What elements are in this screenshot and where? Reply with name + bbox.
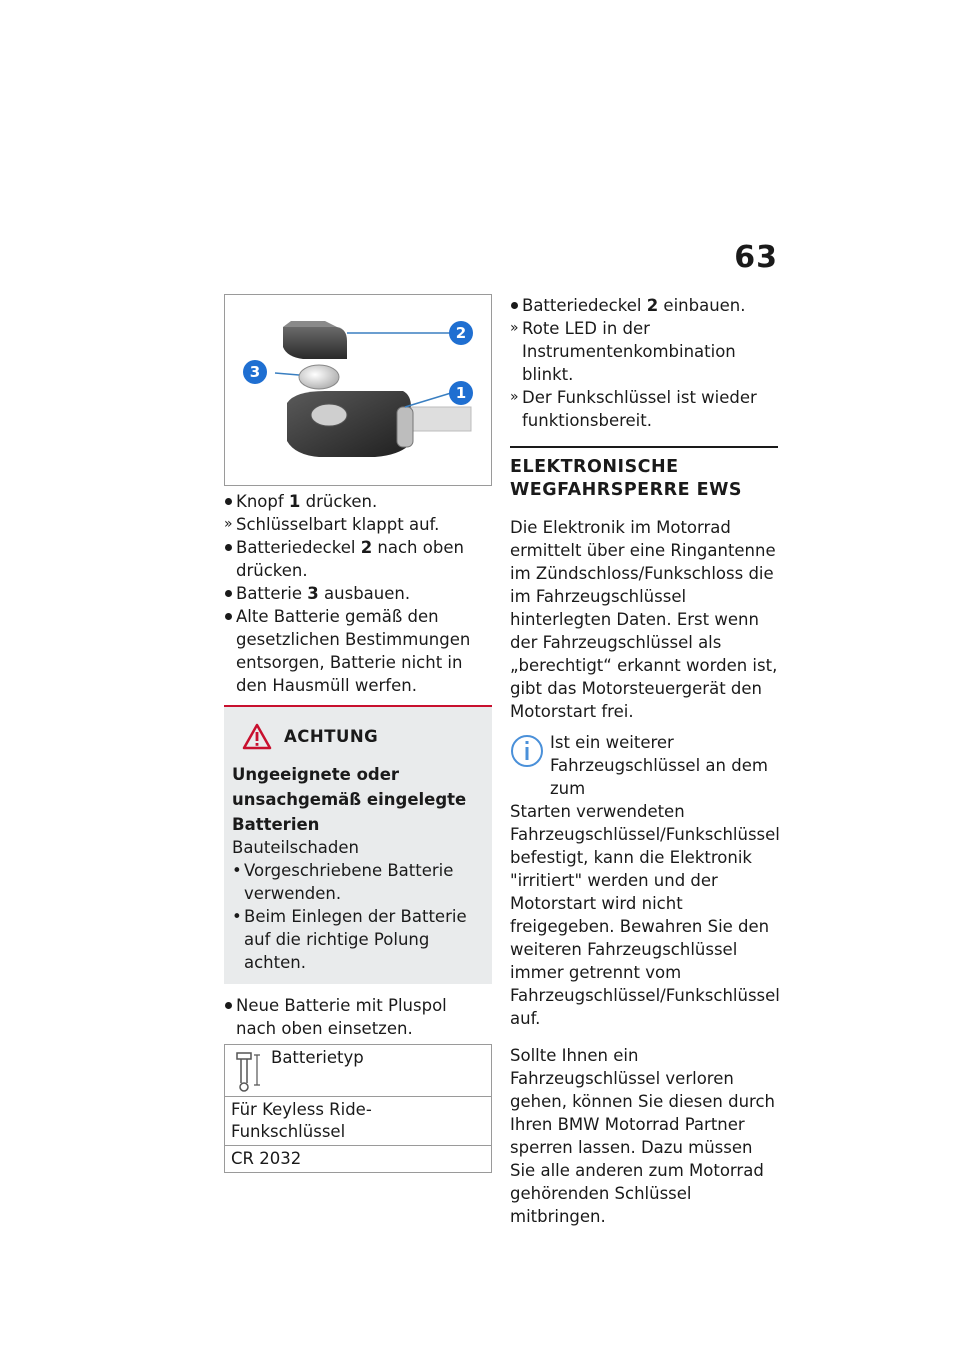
section-paragraph-1: Die Elektronik im Motorrad ermittelt über eine Ringantenne im Zündschloss/Funkschloss die im Fahrzeugschlüssel hinterlegten Daten. Erst wenn der Fahrzeugschlüssel als „berechtigt“ erkannt worden ist, gibt das Motorsteuergerät den Motorstart frei. [510,518,778,721]
warning-list [232,859,484,974]
left-step-list [224,490,492,697]
left-column [224,294,492,1173]
spec-heading: Batterietyp [271,1048,364,1067]
page-number: 63 [734,240,778,275]
battery-insert-step [224,994,492,1040]
result-arrow-icon: » [224,516,233,532]
right-step-list [510,294,778,432]
warning-effect: Bauteilschaden [232,838,359,857]
list-item: Batteriedeckel 2 nach oben drücken. [236,538,464,580]
info-icon [510,731,544,771]
list-item: • Beim Einlegen der Batterie auf die richtige Polung achten. [232,907,467,972]
warning-box [224,705,492,984]
list-item: Neue Batterie mit Pluspol nach oben einsetzen. [236,996,447,1038]
callout-3: 3 [249,363,261,381]
right-column [510,294,778,1228]
result-arrow-icon: » [510,389,519,405]
warning-title: ACHTUNG [284,727,379,746]
warning-triangle-icon [242,723,272,750]
list-item: Batterie 3 ausbauen. [236,584,411,603]
list-item: Alte Batterie gemäß den gesetzlichen Bestimmungen entsorgen, Batterie nicht in den Hausmüll werfen. [236,607,471,695]
info-text-first: Ist ein weiterer Fahrzeugschlüssel an dem zum [550,733,768,798]
callout-1: 1 [455,384,467,402]
list-item: Knopf 1 drücken. [236,492,378,511]
spec-caliper-icon [231,1049,263,1093]
info-note [510,731,778,1030]
warning-cause: Ungeeignete oder unsachgemäß eingelegte Batterien [232,765,467,834]
key-battery-figure [224,294,492,486]
section-title: ELEKTRONISCHE WEGFAHRSPERRE EWS [510,457,742,500]
list-item: » Schlüsselbart klappt auf. [224,515,440,534]
key-illustration [225,295,491,485]
callout-2: 2 [455,324,467,342]
battery-spec-table [224,1044,492,1173]
list-item: • Vorgeschriebene Batterie verwenden. [232,861,454,903]
section-paragraph-2: Sollte Ihnen ein Fahrzeugschlüssel verloren gehen, können Sie diesen durch Ihren BMW Motorrad Partner sperren lassen. Dazu müssen Sie alle anderen zum Motorrad gehörenden Schlüssel mitbringen. [510,1046,776,1226]
list-item: » Rote LED in der Instrumentenkombination blinkt. [510,319,736,384]
list-item: » Der Funkschlüssel ist wieder funktionsbereit. [510,388,757,430]
section-divider [510,446,778,448]
spec-value: CR 2032 [225,1146,492,1173]
list-item: Batteriedeckel 2 einbauen. [522,296,746,315]
spec-label: Für Keyless Ride-Funkschlüssel [225,1097,492,1146]
info-text-rest: Starten verwendeten Fahrzeugschlüssel/Funkschlüssel befestigt, kann die Elektronik "irritiert" werden und der Motorstart wird nicht freigegeben. Bewahren Sie den weiteren Fahrzeugschlüssel immer getrennt vom Fahrzeugschlüssel/Funkschlüssel auf. [510,802,780,1028]
result-arrow-icon: » [510,320,519,336]
